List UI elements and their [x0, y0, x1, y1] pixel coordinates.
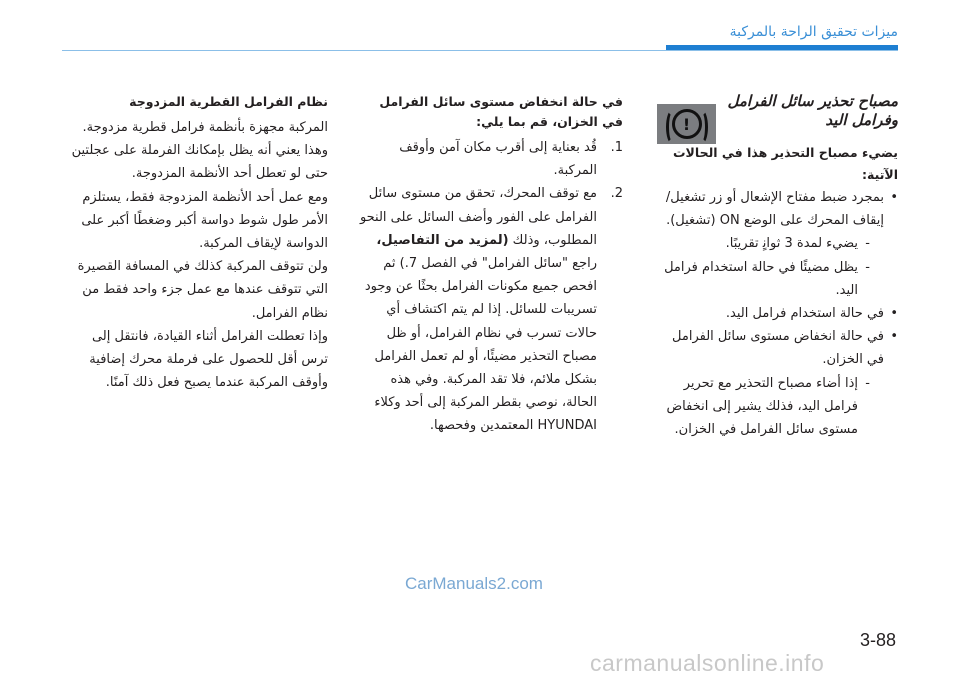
- paragraph: وإذا ﺗﻌﻄﻠﺖ اﻟﻔﺮاﻣﻞ أﺛﻨﺎء اﻟﻘﻴﺎدة، ﻓﺎﻧﺘﻘﻞ إﻟﻰ ﺗﺮس أﻗﻞ ﻟﻠﺤﺼﻮل ﻋﻠﻰ ﻓﺮﻣﻠﺔ ﻣﺤﺮك إﺿﺎﻓﻴﺔ وأوﻗﻒ اﻟﻤﺮﻛﺒﺔ ﻋﻨﺪﻣﺎ ﻳﺼﺒﺢ ﻓﻌﻞ ذﻟﻚ آﻣﻨًﺎ.: [89, 328, 328, 391]
- step-text: ﻗُﺪ ﺑﻌﻨﺎﻳﺔ إﻟﻰ أﻗﺮب ﻣﻜﺎن آﻣﻦ وأوﻗﻒ اﻟﻤﺮﻛﺒﺔ.: [399, 140, 597, 179]
- right-column: [657, 92, 898, 441]
- sub-list-item: - ﻳﻀﻲء ﻟﻤﺪة 3 ﺛﻮاﻧٍ ﺗﻘﺮﻳﺒًﺎ.: [657, 232, 884, 255]
- step-text-end: وﻓﻲ ﻫﺬه اﻟﺤﺎﻟﺔ، ﻧﻮﺻﻲ ﺑﻘﻄﺮ اﻟﻤﺮﻛﺒﺔ إﻟﻰ أﺣﺪ وﻛﻼء HYUNDAI اﻟﻤﻌﺘﻤﺪﻳﻦ وﻓﺤﺼﻬﺎ.: [374, 372, 597, 434]
- step-item: [357, 182, 623, 437]
- steps-list: [357, 136, 623, 438]
- footer-brand: carmanualsonline.info: [590, 650, 825, 676]
- step-number: 2.: [610, 186, 623, 202]
- dual-brake-title: ﻧﻈﺎم اﻟﻔﺮاﻣﻞ اﻟﻘﻄﺮﻳﺔ اﻟﻤﺰدوﺟﺔ: [129, 94, 328, 109]
- sub-list-item: - ﻳﻈﻞ ﻣﻀﻴﺌًﺎ ﻓﻲ ﺣﺎﻟﺔ اﺳﺘﺨﺪام ﻓﺮاﻣﻞ اﻟﻴﺪ.: [657, 256, 884, 302]
- conditions-list: [657, 186, 898, 441]
- list-item: [657, 325, 898, 441]
- step-reference: (ﻟﻤﺰﻳﺪ ﻣﻦ اﻟﺘﻔﺎﺻﻴﻞ،: [376, 232, 509, 248]
- low-fluid-title: ﻓﻲ ﺣﺎﻟﺔ اﻧﺨﻔﺎض ﻣﺴﺘﻮى ﺳﺎﺋﻞ اﻟﻔﺮاﻣﻞ ﻓﻲ اﻟﺨﺰان، ﻗﻢ ﺑﻤﺎ ﻳﻠﻲ:: [379, 94, 623, 129]
- header-divider: [62, 50, 898, 51]
- list-item-text: ﺑﻤﺠﺮد ﺿﺒﻂ ﻣﻔﺘﺎح اﻹﺷﻌﺎل أو زر ﺗﺸﻐﻴﻞ/ إﻳﻘﺎف اﻟﻤﺤﺮك ﻋﻠﻰ اﻟﻮﺿﻊ ON (ﺗﺸﻐﻴﻞ).: [665, 190, 884, 229]
- step-text-cont: راﺟﻊ "ﺳﺎﺋﻞ اﻟﻔﺮاﻣﻞ" ﻓﻲ اﻟﻔﺼﻞ 7.) ﺛﻢ اﻓﺤﺺ ﺟﻤﻴﻊ ﻣﻜﻮﻧﺎت اﻟﻔﺮاﻣﻞ ﺑﺤﺜًﺎ ﻋﻦ وﺟﻮد ﺗﺴﺮﻳﺒﺎت ﻟﻠﺴﺎﺋﻞ. إذا ﻟﻢ ﻳﺘﻢ اﻛﺘﺸﺎف أي ﺣﺎﻻت ﺗﺴﺮب ﻓﻲ ﻧﻈﺎم اﻟﻔﺮاﻣﻞ، أو ﻇﻞ ﻣﺼﺒﺎح اﻟﺘﺤﺬﻳﺮ ﻣﻀﻴﺌًﺎ، أو ﻟﻢ ﺗﻌﻤﻞ اﻟﻔﺮاﻣﻞ ﺑﺸﻜﻞ ﻣﻼﺋﻢ، ﻓﻼ ﺗﻘﺪ اﻟﻤﺮﻛﺒﺔ.: [364, 256, 597, 388]
- brake-warning-subtitle-cont: اﻵﺗﻴﺔ:: [862, 167, 898, 182]
- sub-list: [657, 232, 884, 302]
- paragraph: وﻣﻊ ﻋﻤﻞ أﺣﺪ اﻷﻧﻈﻤﺔ اﻟﻤﺰدوﺟﺔ ﻓﻘﻂ، ﻳﺴﺘﻠﺰم اﻷﻣﺮ ﻃﻮل ﺷﻮط دواﺳﺔ أﻛﺒﺮ وﺿﻐﻄًﺎ أﻛﺒﺮ ﻋﻠﻰ اﻟﺪواﺳﺔ ﻹﻳﻘﺎف اﻟﻤﺮﻛﺒﺔ.: [81, 189, 328, 252]
- exclamation-icon: !: [672, 109, 702, 139]
- page-number: 3-88: [860, 630, 897, 650]
- list-item: [657, 186, 898, 302]
- brake-warning-subtitle: ﻳﻀﻲء ﻣﺼﺒﺎح اﻟﺘﺤﺬﻳﺮ ﻫﺬا ﻓﻲ اﻟﺤﺎﻻت: [673, 145, 898, 160]
- watermark: CarManuals2.com: [405, 574, 543, 593]
- left-column: [62, 92, 328, 394]
- paragraph: وﻟﻦ ﺗﺘﻮﻗﻒ اﻟﻤﺮﻛﺒﺔ ﻛﺬﻟﻚ ﻓﻲ اﻟﻤﺴﺎﻓﺔ اﻟﻘﺼﻴﺮة اﻟﺘﻲ ﺗﺘﻮﻗﻒ ﻋﻨﺪﻫﺎ ﻣﻊ ﻋﻤﻞ ﺟﺰء واﺣﺪ ﻓﻘﻂ ﻣﻦ ﻧﻈﺎم اﻟﻔﺮاﻣﻞ.: [77, 259, 328, 321]
- middle-column: [357, 92, 623, 438]
- step-item: [357, 136, 623, 182]
- section-header-title: ﻣﻴﺰات ﺗﺤﻘﻴﻖ اﻟﺮاﺣﺔ ﺑﺎﻟﻤﺮﻛﺒﺔ: [729, 24, 898, 40]
- list-item-text: ﻓﻲ ﺣﺎﻟﺔ اﻧﺨﻔﺎض ﻣﺴﺘﻮى ﺳﺎﺋﻞ اﻟﻔﺮاﻣﻞ ﻓﻲ اﻟﺨﺰان.: [672, 329, 884, 368]
- step-number: 1.: [610, 140, 623, 155]
- sub-list-item: - إذا أﺿﺎء ﻣﺼﺒﺎح اﻟﺘﺤﺬﻳﺮ ﻣﻊ ﺗﺤﺮﻳﺮ ﻓﺮاﻣﻞ اﻟﻴﺪ، ﻓﺬﻟﻚ ﻳﺸﻴﺮ إﻟﻰ اﻧﺨﻔﺎض ﻣﺴﺘﻮى ﺳﺎﺋﻞ اﻟﻔﺮاﻣﻞ ﻓﻲ اﻟﺨﺰان.: [657, 372, 884, 442]
- brake-warning-icon: [657, 104, 716, 144]
- sub-list: [657, 372, 884, 442]
- list-item: • ﻓﻲ ﺣﺎﻟﺔ اﺳﺘﺨﺪام ﻓﺮاﻣﻞ اﻟﻴﺪ.: [657, 302, 898, 325]
- brake-warning-title: ﻣﺼﺒﺎح ﺗﺤﺬﻳﺮ ﺳﺎﺋﻞ اﻟﻔﺮاﻣﻞ وﻓﺮاﻣﻞ اﻟﻴﺪ: [727, 92, 898, 129]
- step-text: ﻣﻊ ﺗﻮﻗﻒ اﻟﻤﺤﺮك، ﺗﺤﻘﻖ ﻣﻦ ﻣﺴﺘﻮى ﺳﺎﺋﻞ اﻟﻔﺮاﻣﻞ ﻋﻠﻰ اﻟﻔﻮر وأﺿﻒ اﻟﺴﺎﺋﻞ ﻋﻠﻰ اﻟﻨﺤﻮ اﻟﻤﻄﻠﻮب، وذﻟﻚ: [359, 186, 597, 248]
- paragraph: اﻟﻤﺮﻛﺒﺔ ﻣﺠﻬﺰة ﺑﺄﻧﻈﻤﺔ ﻓﺮاﻣﻞ ﻗﻄﺮﻳﺔ ﻣﺰدوﺟﺔ. وﻫﺬا ﻳﻌﻨﻲ أﻧﻪ ﻳﻈﻞ ﺑﺈﻣﻜﺎﻧﻚ اﻟﻔﺮﻣﻠﺔ ﻋﻠﻰ ﻋﺠﻠﺘﻴﻦ ﺣﺘﻰ ﻟﻮ ﺗﻌﻄﻞ أﺣﺪ اﻷﻧﻈﻤﺔ اﻟﻤﺰدوﺟﺔ.: [71, 120, 328, 182]
